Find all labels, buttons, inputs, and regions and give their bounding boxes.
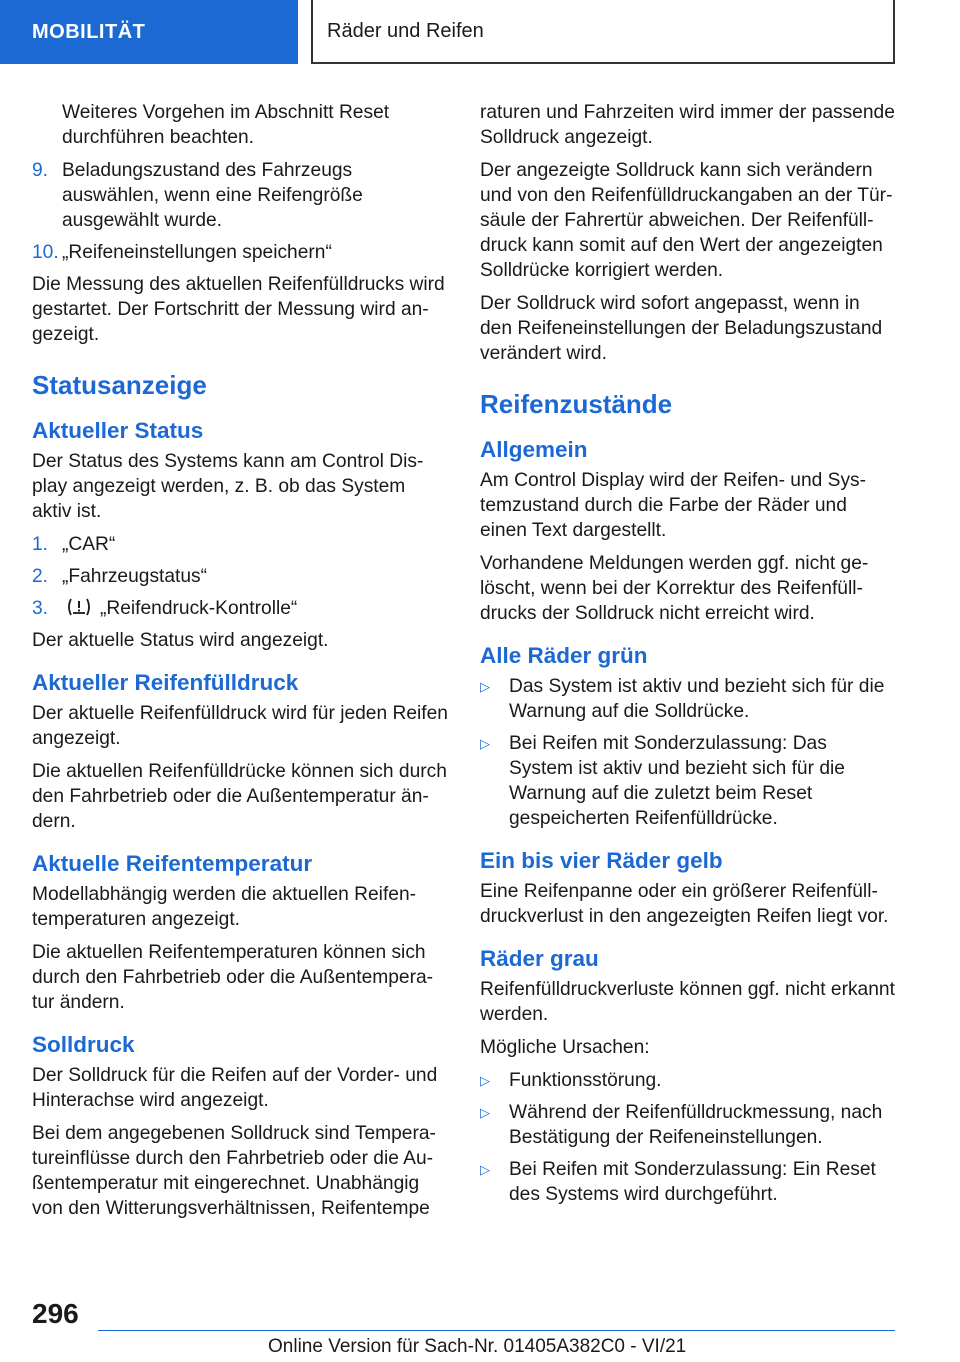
paragraph: Der aktuelle Status wird angezeigt. (32, 630, 329, 651)
list-item (32, 532, 448, 557)
heading-wheels-grey: Räder grau (480, 946, 599, 971)
heading-current-status: Aktueller Status (32, 418, 204, 443)
paragraph: Die Messung des aktuellen Reifenfülldrucks wird gestartet. Der Fortschritt der Messung wird angezeigt. (32, 274, 445, 345)
left-column (32, 100, 448, 1229)
list-item (480, 1068, 896, 1093)
list-item (480, 731, 896, 831)
right-column (480, 100, 896, 1214)
list-text: Bei Reifen mit Sonderzulassung: Ein Reset des Systems wird durchgeführt. (509, 1159, 876, 1205)
paragraph: Die aktuellen Reifentemperaturen können sich durch den Fahrbetrieb oder die Außentemperatur ändern. (32, 942, 434, 1013)
paragraph: Die aktuellen Reifenfülldrücke können sich durch den Fahrbetrieb oder die Außentemperatur ändern. (32, 761, 447, 832)
list-text: „Fahrzeugstatus“ (62, 566, 208, 587)
list-number: 1. (32, 534, 49, 555)
heading-target-pressure: Solldruck (32, 1032, 135, 1057)
bullet-triangle-icon: ▷ (480, 736, 490, 751)
list-text: Das System ist aktiv und bezieht sich für die Warnung auf die Solldrücke. (509, 676, 885, 722)
list-text: „CAR“ (62, 534, 116, 555)
list-text: Während der Reifenfülldruckmessung, nach Bestätigung der Reifeneinstellungen. (509, 1102, 883, 1148)
paragraph: Der Status des Systems kann am Control Display angezeigt werden, z. B. ob das System aktiv ist. (32, 451, 424, 522)
paragraph: Bei dem angegebenen Solldruck sind Temperatureinflüsse durch den Fahrbetrieb oder die Außentemperatur mit eingerechnet. Unabhängig von den Witterungsverhältnissen, Reifentempe (32, 1123, 436, 1219)
bullet-triangle-icon: ▷ (480, 1105, 490, 1120)
list-item (480, 1100, 896, 1150)
paragraph: Modellabhängig werden die aktuellen Reifentemperaturen angezeigt. (32, 884, 417, 930)
list-text: Funktionsstörung. (509, 1070, 662, 1091)
heading-wheels-yellow: Ein bis vier Räder gelb (480, 848, 723, 873)
list-item (480, 674, 896, 724)
heading-tire-conditions: Reifenzustände (480, 389, 673, 419)
section-tab (0, 0, 298, 64)
heading-all-wheels-green: Alle Räder grün (480, 643, 648, 668)
heading-current-temperature: Aktuelle Reifentemperatur (32, 851, 313, 876)
paragraph: Der angezeigte Solldruck kann sich verändern und von den Reifenfülldruckangaben an der Türsäule der Fahrertür abweichen. Der Reifenfülldruck kann somit auf den Wert der angezeigten Solldrücke korrigiert werden. (480, 160, 893, 281)
paragraph: Am Control Display wird der Reifen- und Systemzustand durch die Farbe der Räder und einen Text dargestellt. (480, 470, 867, 541)
list-item (32, 564, 448, 589)
list-text: Bei Reifen mit Sonderzulassung: Das System ist aktiv und bezieht sich für die Warnung auf die zuletzt beim Reset gespeicherten Reifenfülldrücke. (509, 733, 845, 829)
bullet-triangle-icon: ▷ (480, 1073, 490, 1088)
paragraph: Der aktuelle Reifenfülldruck wird für jeden Reifen angezeigt. (32, 703, 448, 749)
bullet-triangle-icon: ▷ (480, 1162, 490, 1177)
list-number: 10. (32, 242, 59, 263)
footer-divider (98, 1330, 895, 1331)
list-number: 2. (32, 566, 49, 587)
list-text: Beladungszustand des Fahrzeugs auswählen, wenn eine Reifengröße ausgewählt wurde. (62, 160, 363, 231)
heading-status-display: Statusanzeige (32, 370, 207, 400)
paragraph: Reifenfülldruckverluste können ggf. nicht erkannt werden. (480, 979, 895, 1025)
tire-pressure-warning-icon (66, 597, 92, 617)
list-item (480, 1157, 896, 1207)
list-text: „Reifeneinstellungen speichern“ (62, 242, 332, 263)
heading-general: Allgemein (480, 437, 588, 462)
chapter-header (311, 0, 895, 64)
heading-current-pressure: Aktueller Reifenfülldruck (32, 670, 299, 695)
list-item (32, 240, 448, 265)
list-number: 9. (32, 160, 49, 181)
online-version-note: Online Version für Sach-Nr. 01405A382C0 - VI/21 (268, 1336, 687, 1357)
paragraph: Der Solldruck für die Reifen auf der Vorder- und Hinterachse wird angezeigt. (32, 1065, 438, 1111)
section-title: MOBILITÄT (32, 20, 146, 43)
paragraph: raturen und Fahrzeiten wird immer der passende Solldruck angezeigt. (480, 102, 895, 148)
list-item (32, 596, 448, 621)
page-number: 296 (32, 1298, 79, 1329)
bullet-triangle-icon: ▷ (480, 679, 490, 694)
list-item (32, 158, 448, 233)
chapter-title: Räder und Reifen (327, 19, 484, 42)
step-continuation: Weiteres Vorgehen im Abschnitt Reset durchführen beachten. (62, 102, 390, 148)
list-number: 3. (32, 598, 49, 619)
paragraph: Der Solldruck wird sofort angepasst, wenn in den Reifeneinstellungen der Beladungszustand verändert wird. (480, 293, 883, 364)
paragraph: Eine Reifenpanne oder ein größerer Reifenfülldruckverlust in den angezeigten Reifen liegt vor. (480, 881, 889, 927)
paragraph: Mögliche Ursachen: (480, 1037, 650, 1058)
list-text: „Reifendruck-Kontrolle“ (100, 598, 298, 619)
paragraph: Vorhandene Meldungen werden ggf. nicht gelöscht, wenn bei der Korrektur des Reifenfülldrucks der Solldruck nicht erreicht wird. (480, 553, 869, 624)
